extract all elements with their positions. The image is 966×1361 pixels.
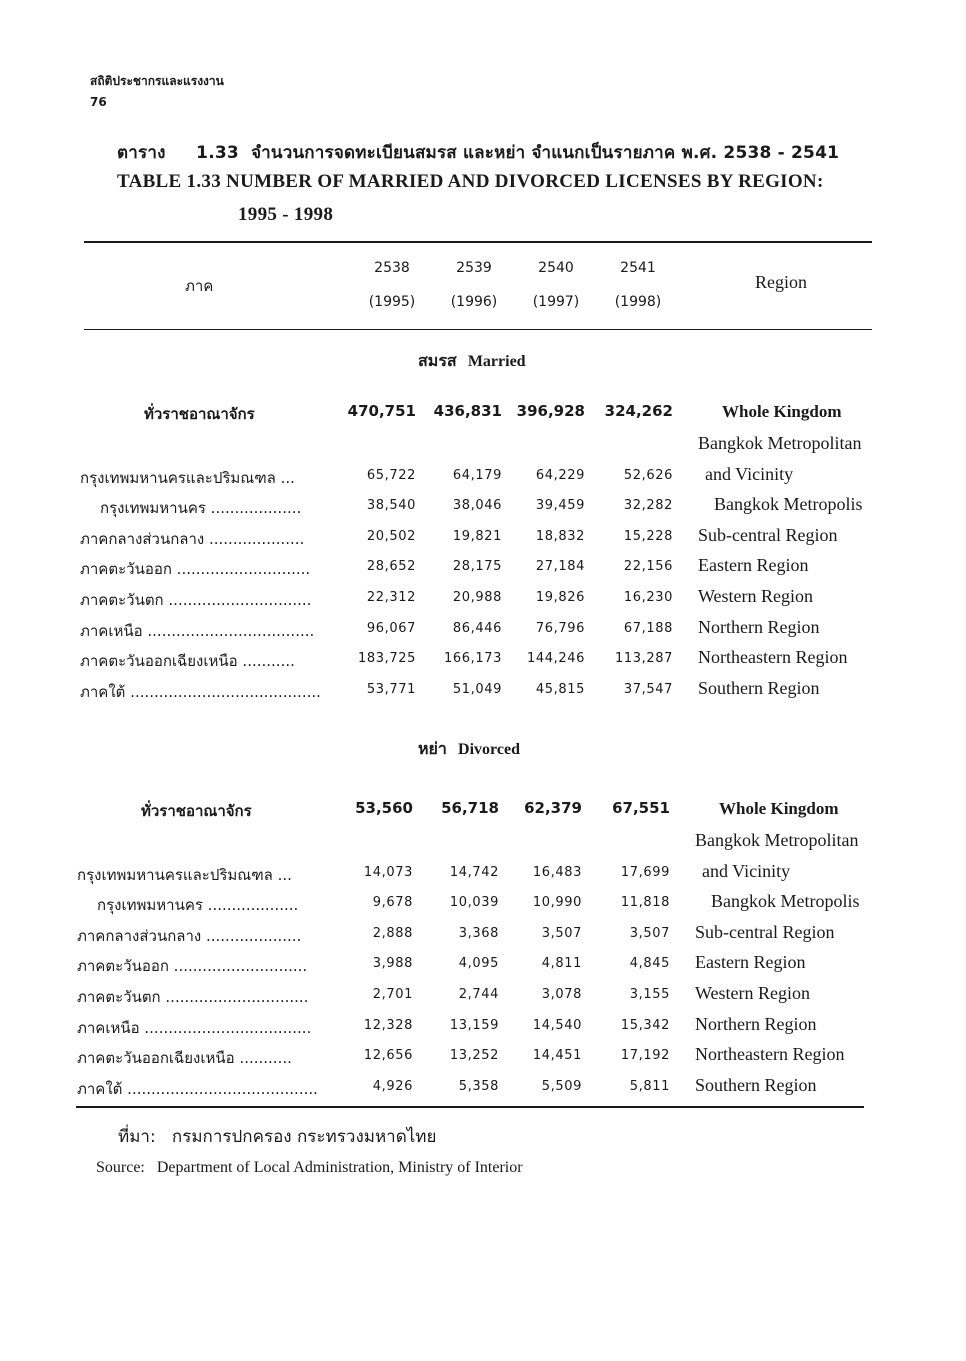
region-english-label: Bangkok Metropolitan xyxy=(695,830,859,850)
title-thai-prefix: ตาราง xyxy=(117,143,166,163)
value-cell: 5,509 xyxy=(541,1078,582,1094)
section-title-married xyxy=(418,349,526,374)
value-cell: 16,483 xyxy=(532,864,582,880)
value-cell: 38,046 xyxy=(452,498,502,514)
value-cell: 14,742 xyxy=(449,864,499,880)
value-cell: 2,744 xyxy=(458,987,499,1002)
region-english-label: Northern Region xyxy=(698,616,820,637)
value-cell: 22,312 xyxy=(366,590,416,605)
publication-title: สถิติประชากรและแรงงาน xyxy=(90,74,224,88)
value-cell: 4,926 xyxy=(372,1078,413,1094)
section-title-divorced xyxy=(418,737,520,762)
region-english-label: and Vicinity xyxy=(702,860,791,881)
region-thai-label: ภาคตะวันออกเฉียงเหนือ ........... xyxy=(80,652,295,671)
table-row xyxy=(0,431,966,461)
value-cell: 10,039 xyxy=(449,895,499,911)
region-thai-label: ภาคใต้ ........................................ xyxy=(80,682,321,701)
region-thai-label: ภาคเหนือ ................................... xyxy=(77,1018,312,1037)
region-thai-label: ภาคตะวันตก .............................. xyxy=(77,988,309,1006)
column-header-year-be: 2540 xyxy=(538,260,574,276)
value-cell: 4,811 xyxy=(541,956,582,972)
region-english-label: Bangkok Metropolitan xyxy=(698,433,862,453)
value-cell: 86,446 xyxy=(452,620,502,636)
region-thai-label: กรุงเทพมหานครและปริมณฑล ... xyxy=(80,468,295,487)
table-row xyxy=(0,889,966,919)
region-thai-label: ทั่วราชอาณาจักร xyxy=(144,405,255,423)
region-thai-label: ภาคใต้ ........................................ xyxy=(77,1079,318,1098)
region-english-label: and Vicinity xyxy=(705,463,794,484)
table-row xyxy=(0,462,966,492)
value-cell: 28,652 xyxy=(366,559,416,575)
value-cell: 470,751 xyxy=(347,402,416,420)
section-title-english: Divorced xyxy=(458,741,520,758)
region-english-label: Whole Kingdom xyxy=(719,799,839,818)
section-title-thai: หย่า xyxy=(418,739,447,758)
table-header-rule xyxy=(84,329,872,330)
value-cell: 5,811 xyxy=(629,1078,670,1094)
value-cell: 166,173 xyxy=(444,651,502,667)
table-title-english: TABLE 1.33 NUMBER OF MARRIED AND DIVORCED LICENSES BY REGION: xyxy=(117,171,824,192)
table-bottom-rule xyxy=(76,1106,864,1108)
value-cell: 10,990 xyxy=(532,895,582,911)
value-cell: 56,718 xyxy=(441,799,499,817)
value-cell: 96,067 xyxy=(366,620,416,636)
region-english-label: Northeastern Region xyxy=(695,1044,845,1065)
value-cell: 3,988 xyxy=(372,956,413,972)
region-thai-label: กรุงเทพมหานคร ................... xyxy=(97,896,299,915)
value-cell: 183,725 xyxy=(358,651,416,667)
value-cell: 14,073 xyxy=(363,864,413,880)
region-english-label: Northeastern Region xyxy=(698,647,848,668)
value-cell: 20,502 xyxy=(366,528,416,544)
value-cell: 13,159 xyxy=(449,1017,499,1033)
value-cell: 436,831 xyxy=(433,402,502,420)
column-header-region-thai: ภาค xyxy=(185,277,214,295)
value-cell: 12,328 xyxy=(363,1017,413,1033)
table-row xyxy=(0,523,966,553)
section-title-english: Married xyxy=(467,353,526,370)
value-cell: 39,459 xyxy=(535,498,585,514)
table-row xyxy=(0,920,966,950)
table-row xyxy=(0,981,966,1011)
value-cell: 13,252 xyxy=(449,1048,499,1064)
source-thai-text: กรมการปกครอง กระทรวงมหาดไทย xyxy=(171,1127,437,1147)
value-cell: 3,368 xyxy=(458,925,499,941)
value-cell: 19,821 xyxy=(452,528,502,544)
table-row xyxy=(0,615,966,645)
region-english-label: Bangkok Metropolis xyxy=(711,891,860,912)
source-thai xyxy=(118,1123,436,1150)
value-cell: 17,699 xyxy=(620,864,670,880)
value-cell: 15,342 xyxy=(620,1017,670,1033)
region-thai-label: ภาคเหนือ ................................... xyxy=(80,621,315,640)
value-cell: 45,815 xyxy=(535,681,585,697)
region-english-label: Western Region xyxy=(695,983,811,1003)
value-cell: 53,560 xyxy=(355,799,413,817)
table-row xyxy=(0,645,966,675)
table-row xyxy=(0,1042,966,1072)
source-thai-label: ที่มา: xyxy=(118,1127,156,1147)
table-row xyxy=(0,859,966,889)
table-row xyxy=(0,1073,966,1103)
table-row xyxy=(0,676,966,706)
value-cell: 4,845 xyxy=(629,956,670,972)
value-cell: 67,551 xyxy=(612,799,670,817)
table-row xyxy=(0,950,966,980)
region-english-label: Bangkok Metropolis xyxy=(714,494,863,515)
value-cell: 15,228 xyxy=(623,528,673,544)
value-cell: 76,796 xyxy=(535,620,585,636)
region-english-label: Northern Region xyxy=(695,1013,817,1034)
table-top-rule xyxy=(84,241,872,243)
value-cell: 2,888 xyxy=(372,925,413,941)
title-thai-text: จำนวนการจดทะเบียนสมรส และหย่า จำแนกเป็นรายภาค พ.ศ. 2538 - 2541 xyxy=(251,143,840,163)
value-cell: 28,175 xyxy=(452,559,502,575)
region-english-label: Southern Region xyxy=(695,1074,817,1095)
value-cell: 18,832 xyxy=(535,528,585,544)
region-english-label: Sub-central Region xyxy=(695,921,835,942)
value-cell: 20,988 xyxy=(452,590,502,605)
column-header-year-ad: (1997) xyxy=(532,294,580,310)
value-cell: 64,179 xyxy=(452,467,502,483)
value-cell: 14,540 xyxy=(532,1017,582,1033)
column-header-region-english: Region xyxy=(755,272,807,292)
column-header-year-ad: (1998) xyxy=(614,294,662,310)
table-row-total xyxy=(0,797,966,827)
value-cell: 22,156 xyxy=(623,559,673,575)
column-header-year-ad: (1995) xyxy=(368,294,416,310)
table-row xyxy=(0,492,966,522)
region-thai-label: ภาคตะวันตก .............................. xyxy=(80,591,312,609)
value-cell: 3,078 xyxy=(541,987,582,1002)
table-row xyxy=(0,828,966,858)
value-cell: 67,188 xyxy=(623,620,673,636)
source-english-label: Source: xyxy=(96,1159,145,1176)
value-cell: 51,049 xyxy=(452,681,502,697)
value-cell: 2,701 xyxy=(372,987,413,1002)
value-cell: 17,192 xyxy=(620,1048,670,1064)
value-cell: 27,184 xyxy=(535,559,585,575)
value-cell: 12,656 xyxy=(363,1048,413,1064)
source-english xyxy=(96,1159,523,1177)
value-cell: 3,507 xyxy=(629,925,670,941)
table-row-total xyxy=(0,400,966,430)
value-cell: 53,771 xyxy=(366,681,416,697)
value-cell: 396,928 xyxy=(516,402,585,420)
title-number: 1.33 xyxy=(196,143,239,163)
region-thai-label: กรุงเทพมหานคร ................... xyxy=(100,499,302,518)
column-header-year-be: 2541 xyxy=(620,260,656,276)
value-cell: 65,722 xyxy=(366,467,416,483)
region-english-label: Southern Region xyxy=(698,677,820,698)
region-thai-label: ทั่วราชอาณาจักร xyxy=(141,802,252,820)
value-cell: 62,379 xyxy=(524,799,582,817)
table-row xyxy=(0,584,966,614)
value-cell: 14,451 xyxy=(532,1048,582,1064)
value-cell: 324,262 xyxy=(604,402,673,420)
region-thai-label: ภาคกลางส่วนกลาง .................... xyxy=(77,926,302,945)
region-thai-label: ภาคตะวันออกเฉียงเหนือ ........... xyxy=(77,1049,292,1068)
column-header-year-be: 2538 xyxy=(374,260,410,276)
value-cell: 3,155 xyxy=(629,987,670,1002)
value-cell: 37,547 xyxy=(623,681,673,697)
table-title-years: 1995 - 1998 xyxy=(238,204,334,225)
table-row xyxy=(0,553,966,583)
region-thai-label: ภาคกลางส่วนกลาง .................... xyxy=(80,529,305,548)
value-cell: 144,246 xyxy=(527,651,585,667)
value-cell: 11,818 xyxy=(620,895,670,911)
section-title-thai: สมรส xyxy=(418,351,457,370)
region-thai-label: ภาคตะวันออก ............................ xyxy=(80,560,311,579)
value-cell: 64,229 xyxy=(535,467,585,483)
region-english-label: Eastern Region xyxy=(695,952,806,973)
value-cell: 19,826 xyxy=(535,590,585,605)
value-cell: 32,282 xyxy=(623,498,673,514)
region-english-label: Whole Kingdom xyxy=(722,402,842,421)
value-cell: 38,540 xyxy=(366,498,416,514)
region-english-label: Western Region xyxy=(698,586,814,606)
page-number: 76 xyxy=(90,95,107,109)
source-english-text: Department of Local Administration, Ministry of Interior xyxy=(156,1159,523,1176)
value-cell: 9,678 xyxy=(372,895,413,911)
table-row xyxy=(0,1012,966,1042)
value-cell: 113,287 xyxy=(615,651,673,667)
value-cell: 16,230 xyxy=(623,590,673,605)
region-thai-label: กรุงเทพมหานครและปริมณฑล ... xyxy=(77,865,292,884)
column-header-year-be: 2539 xyxy=(456,260,492,276)
table-title-thai xyxy=(117,139,839,166)
column-header-year-ad: (1996) xyxy=(450,294,498,310)
region-english-label: Sub-central Region xyxy=(698,524,838,545)
value-cell: 5,358 xyxy=(458,1078,499,1094)
value-cell: 3,507 xyxy=(541,925,582,941)
value-cell: 52,626 xyxy=(623,467,673,483)
value-cell: 4,095 xyxy=(458,956,499,972)
region-thai-label: ภาคตะวันออก ............................ xyxy=(77,957,308,976)
region-english-label: Eastern Region xyxy=(698,555,809,576)
